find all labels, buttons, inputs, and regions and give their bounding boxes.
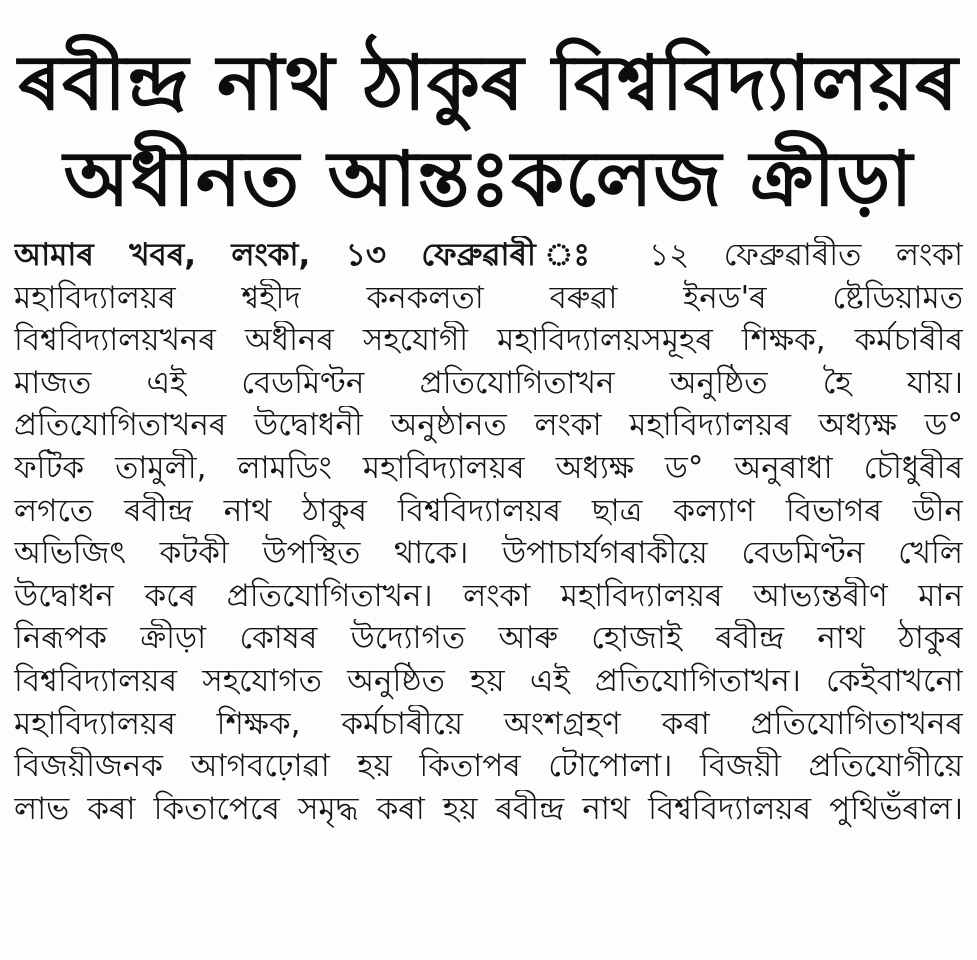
article-line: অভিজিৎ কটকী উপস্থিত থাকে। উপাচাৰ্যগৰাকীয়ে বেডমিণ্টন খেলি	[14, 535, 963, 572]
article-line	[14, 236, 963, 279]
article-line: লাভ কৰা কিতাপেৰে সমৃদ্ধ কৰা হয় ৰবীন্দ্ৰ নাথ বিশ্ববিদ্যালয়ৰ পুথিভঁৰাল।	[14, 790, 963, 827]
article-line: বিজয়ীজনক আগবঢ়োৱা হয় কিতাপৰ টোপোলা। বিজয়ী প্ৰতিযোগীয়ে	[14, 748, 963, 785]
article-line: বিশ্ববিদ্যালয়খনৰ অধীনৰ সহযোগী মহাবিদ্যালয়সমূহৰ শিক্ষক, কৰ্মচাৰীৰ	[14, 322, 963, 359]
headline-line-1: ৰবীন্দ্ৰ নাথ ঠাকুৰ বিশ্ববিদ্যালয়ৰ	[18, 38, 959, 128]
article-line: লগতে ৰবীন্দ্ৰ নাথ ঠাকুৰ বিশ্ববিদ্যালয়ৰ ছাত্ৰ কল্যাণ বিভাগৰ ডীন	[14, 492, 963, 529]
article-line: উদ্বোধন কৰে প্ৰতিযোগিতাখন। লংকা মহাবিদ্যালয়ৰ আভ্যন্তৰীণ মান	[14, 577, 963, 614]
article-line-text: ১২ ফেব্ৰুৱাৰীত লংকা	[649, 237, 963, 273]
article-line: নিৰূপক ক্ৰীড়া কোষৰ উদ্যোগত আৰু হোজাই ৰবীন্দ্ৰ নাথ ঠাকুৰ	[14, 620, 963, 657]
article-line: প্ৰতিযোগিতাখনৰ উদ্বোধনী অনুষ্ঠানত লংকা মহাবিদ্যালয়ৰ অধ্যক্ষ ড°	[14, 407, 963, 444]
headline-line-2: অধীনত আন্তঃকলেজ ক্ৰীড়া	[63, 134, 914, 224]
article-body	[14, 236, 963, 832]
article-line: মহাবিদ্যালয়ৰ শ্বহীদ কনকলতা বৰুৱা ইনড'ৰ ষ্টেডিয়ামত	[14, 279, 963, 316]
article-line: মহাবিদ্যালয়ৰ শিক্ষক, কৰ্মচাৰীয়ে অংশগ্ৰহণ কৰা প্ৰতিযোগিতাখনৰ	[14, 705, 963, 742]
article-line: মাজত এই বেডমিণ্টন প্ৰতিযোগিতাখন অনুষ্ঠিত হৈ যায়।	[14, 364, 963, 401]
headline	[10, 35, 967, 224]
dateline: আমাৰ খবৰ, লংকা, ১৩ ফেব্ৰুৱাৰী ঃ	[14, 237, 615, 273]
article-line: ফটিক তামুলী, লামডিং মহাবিদ্যালয়ৰ অধ্যক্ষ ড° অনুৰাধা চৌধুৰীৰ	[14, 449, 963, 486]
article-line: বিশ্ববিদ্যালয়ৰ সহযোগত অনুষ্ঠিত হয় এই প্ৰতিযোগিতাখন। কেইবাখনো	[14, 662, 963, 699]
